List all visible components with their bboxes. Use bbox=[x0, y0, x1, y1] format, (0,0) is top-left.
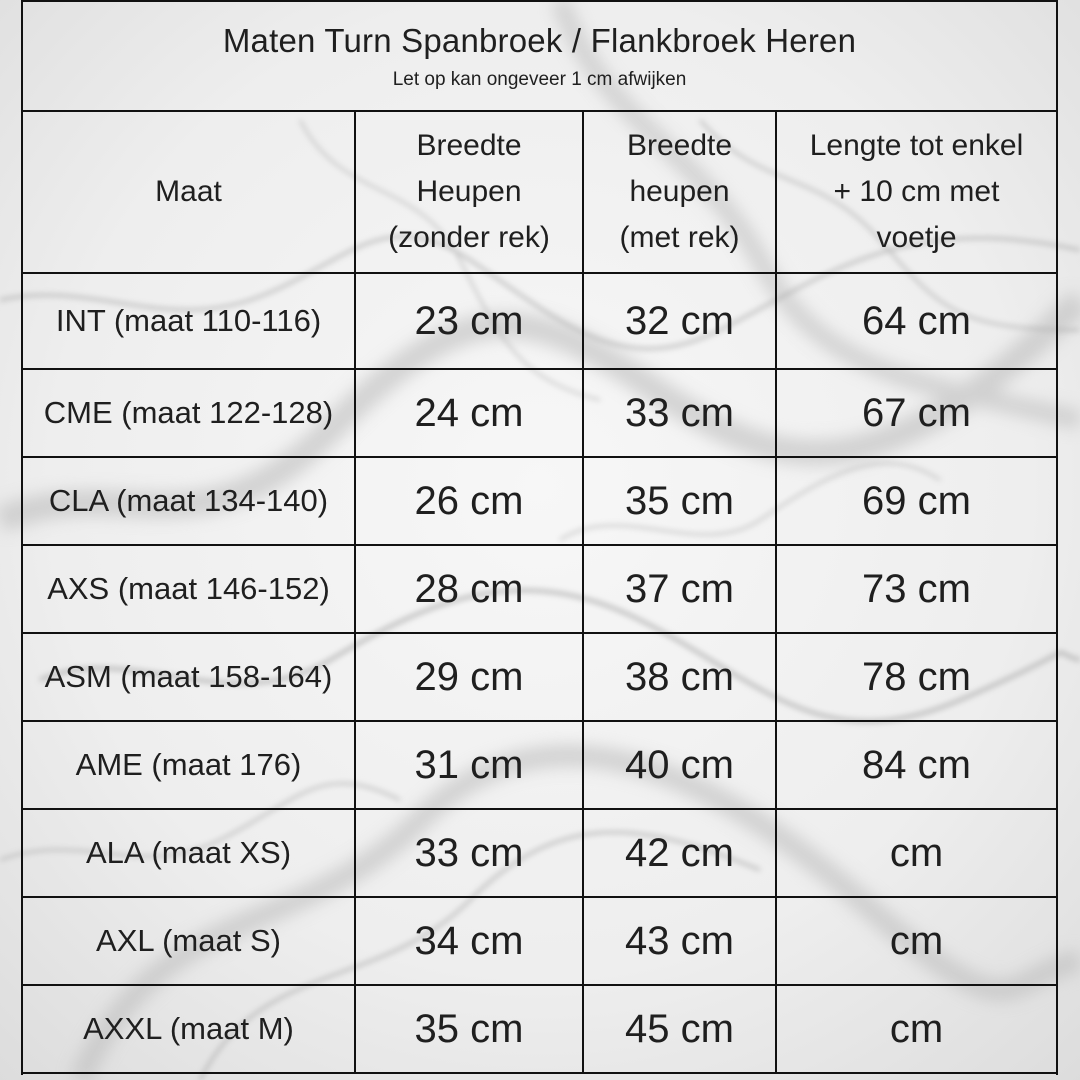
cell-maat: AXXL (maat M) bbox=[23, 985, 355, 1073]
cell-maat: INT (maat 110-116) bbox=[23, 273, 355, 369]
cell-breedte-zonder-rek: 23 cm bbox=[355, 273, 583, 369]
cell-maat: AXL (maat S) bbox=[23, 897, 355, 985]
chart-title: Maten Turn Spanbroek / Flankbroek Heren bbox=[222, 22, 857, 59]
cell-breedte-zonder-rek: 35 cm bbox=[355, 985, 583, 1073]
header-line: Lengte tot enkel bbox=[809, 129, 1024, 162]
table-row bbox=[23, 897, 1056, 985]
table-row bbox=[23, 457, 1056, 545]
cell-lengte: 73 cm bbox=[776, 545, 1056, 633]
size-table bbox=[23, 112, 1056, 1074]
cell-breedte-zonder-rek: 26 cm bbox=[355, 457, 583, 545]
cell-breedte-zonder-rek: 28 cm bbox=[355, 545, 583, 633]
table-row bbox=[23, 369, 1056, 457]
cell-breedte-met-rek: 40 cm bbox=[583, 721, 776, 809]
table-row bbox=[23, 721, 1056, 809]
cell-maat: ASM (maat 158-164) bbox=[23, 633, 355, 721]
header-row bbox=[23, 112, 1056, 273]
cell-lengte: 64 cm bbox=[776, 273, 1056, 369]
table-row bbox=[23, 985, 1056, 1073]
cell-breedte-met-rek: 45 cm bbox=[583, 985, 776, 1073]
cell-maat: AXS (maat 146-152) bbox=[23, 545, 355, 633]
cell-breedte-met-rek: 38 cm bbox=[583, 633, 776, 721]
cell-lengte: 84 cm bbox=[776, 721, 1056, 809]
header-line: voetje bbox=[876, 221, 957, 254]
cell-maat: CLA (maat 134-140) bbox=[23, 457, 355, 545]
header-maat-label: Maat bbox=[155, 175, 222, 208]
cell-lengte: cm bbox=[776, 897, 1056, 985]
cell-maat: ALA (maat XS) bbox=[23, 809, 355, 897]
header-line: heupen bbox=[629, 175, 730, 208]
cell-breedte-zonder-rek: 34 cm bbox=[355, 897, 583, 985]
cell-maat: AME (maat 176) bbox=[23, 721, 355, 809]
chart-subtitle: Let op kan ongeveer 1 cm afwijken bbox=[392, 69, 687, 90]
cell-breedte-met-rek: 42 cm bbox=[583, 809, 776, 897]
header-lengte bbox=[776, 112, 1056, 273]
header-line: + 10 cm met bbox=[833, 175, 1000, 208]
cell-breedte-zonder-rek: 24 cm bbox=[355, 369, 583, 457]
cell-lengte: 67 cm bbox=[776, 369, 1056, 457]
cell-breedte-zonder-rek: 31 cm bbox=[355, 721, 583, 809]
cell-lengte: cm bbox=[776, 985, 1056, 1073]
header-breedte-zonder-rek bbox=[355, 112, 583, 273]
cell-lengte: cm bbox=[776, 809, 1056, 897]
header-line: Heupen bbox=[416, 175, 522, 208]
table-row bbox=[23, 809, 1056, 897]
table-row bbox=[23, 273, 1056, 369]
header-line: (zonder rek) bbox=[388, 221, 550, 254]
table-row bbox=[23, 633, 1056, 721]
cell-lengte: 78 cm bbox=[776, 633, 1056, 721]
size-chart bbox=[21, 0, 1058, 1075]
header-line: Breedte bbox=[416, 129, 522, 162]
header-breedte-met-rek bbox=[583, 112, 776, 273]
table-row bbox=[23, 545, 1056, 633]
cell-breedte-met-rek: 35 cm bbox=[583, 457, 776, 545]
header-line: (met rek) bbox=[619, 221, 740, 254]
cell-breedte-zonder-rek: 29 cm bbox=[355, 633, 583, 721]
header-maat bbox=[23, 112, 355, 273]
cell-breedte-met-rek: 32 cm bbox=[583, 273, 776, 369]
header-line: Breedte bbox=[626, 129, 733, 162]
cell-breedte-met-rek: 33 cm bbox=[583, 369, 776, 457]
cell-lengte: 69 cm bbox=[776, 457, 1056, 545]
cell-breedte-met-rek: 37 cm bbox=[583, 545, 776, 633]
title-row bbox=[23, 2, 1056, 112]
cell-breedte-met-rek: 43 cm bbox=[583, 897, 776, 985]
cell-maat: CME (maat 122-128) bbox=[23, 369, 355, 457]
cell-breedte-zonder-rek: 33 cm bbox=[355, 809, 583, 897]
